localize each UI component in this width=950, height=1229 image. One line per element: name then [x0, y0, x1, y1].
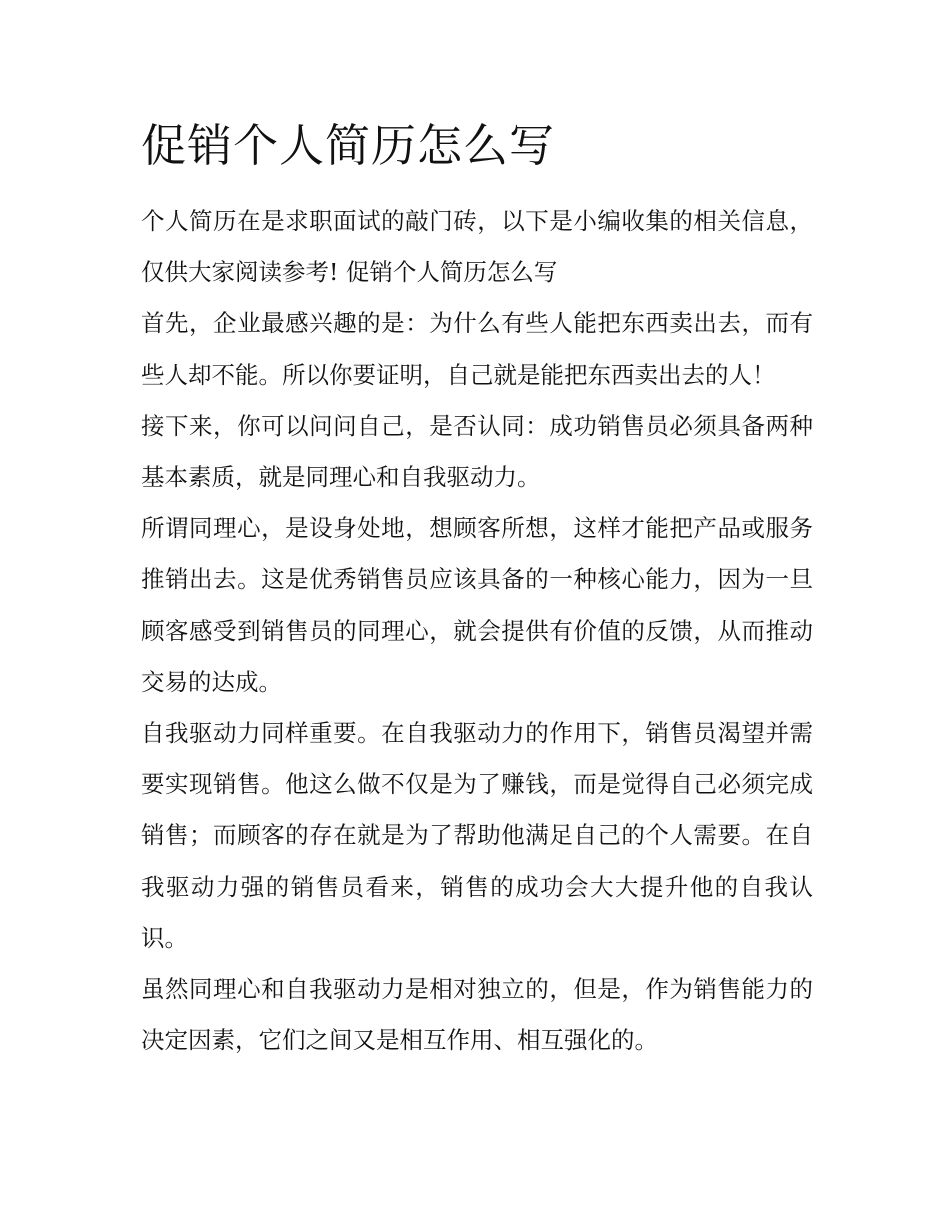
document-title: 促销个人简历怎么写 — [141, 119, 556, 172]
paragraph-qualities: 接下来，你可以问问自己，是否认同：成功销售员必须具备两种基本素质，就是同理心和自我驱动力。 — [141, 411, 813, 492]
paragraph-intro: 个人简历在是求职面试的敲门砖，以下是小编收集的相关信息，仅供大家阅读参考! 促销个人简历怎么写 — [141, 207, 813, 287]
paragraph-conclusion: 虽然同理心和自我驱动力是相对独立的，但是，作为销售能力的决定因素，它们之间又是相互作用、相互强化的。 — [141, 975, 813, 1055]
paragraph-interest: 首先，企业最感兴趣的是：为什么有些人能把东西卖出去，而有些人却不能。所以你要证明，自己就是能把东西卖出去的人！ — [141, 309, 813, 389]
paragraph-empathy: 所谓同理心，是设身处地，想顾客所想，这样才能把产品或服务推销出去。这是优秀销售员应该具备的一种核心能力，因为一旦顾客感受到销售员的同理心，就会提供有价值的反馈，从而推动交易的达成。 — [141, 514, 813, 696]
paragraph-drive: 自我驱动力同样重要。在自我驱动力的作用下，销售员渴望并需要实现销售。他这么做不仅是为了赚钱，而是觉得自己必须完成销售；而顾客的存在就是为了帮助他满足自己的个人需要。在自我驱动力强的销售员看来，销售的成功会大大提升他的自我认识。 — [141, 719, 813, 952]
document-body — [141, 196, 813, 1066]
